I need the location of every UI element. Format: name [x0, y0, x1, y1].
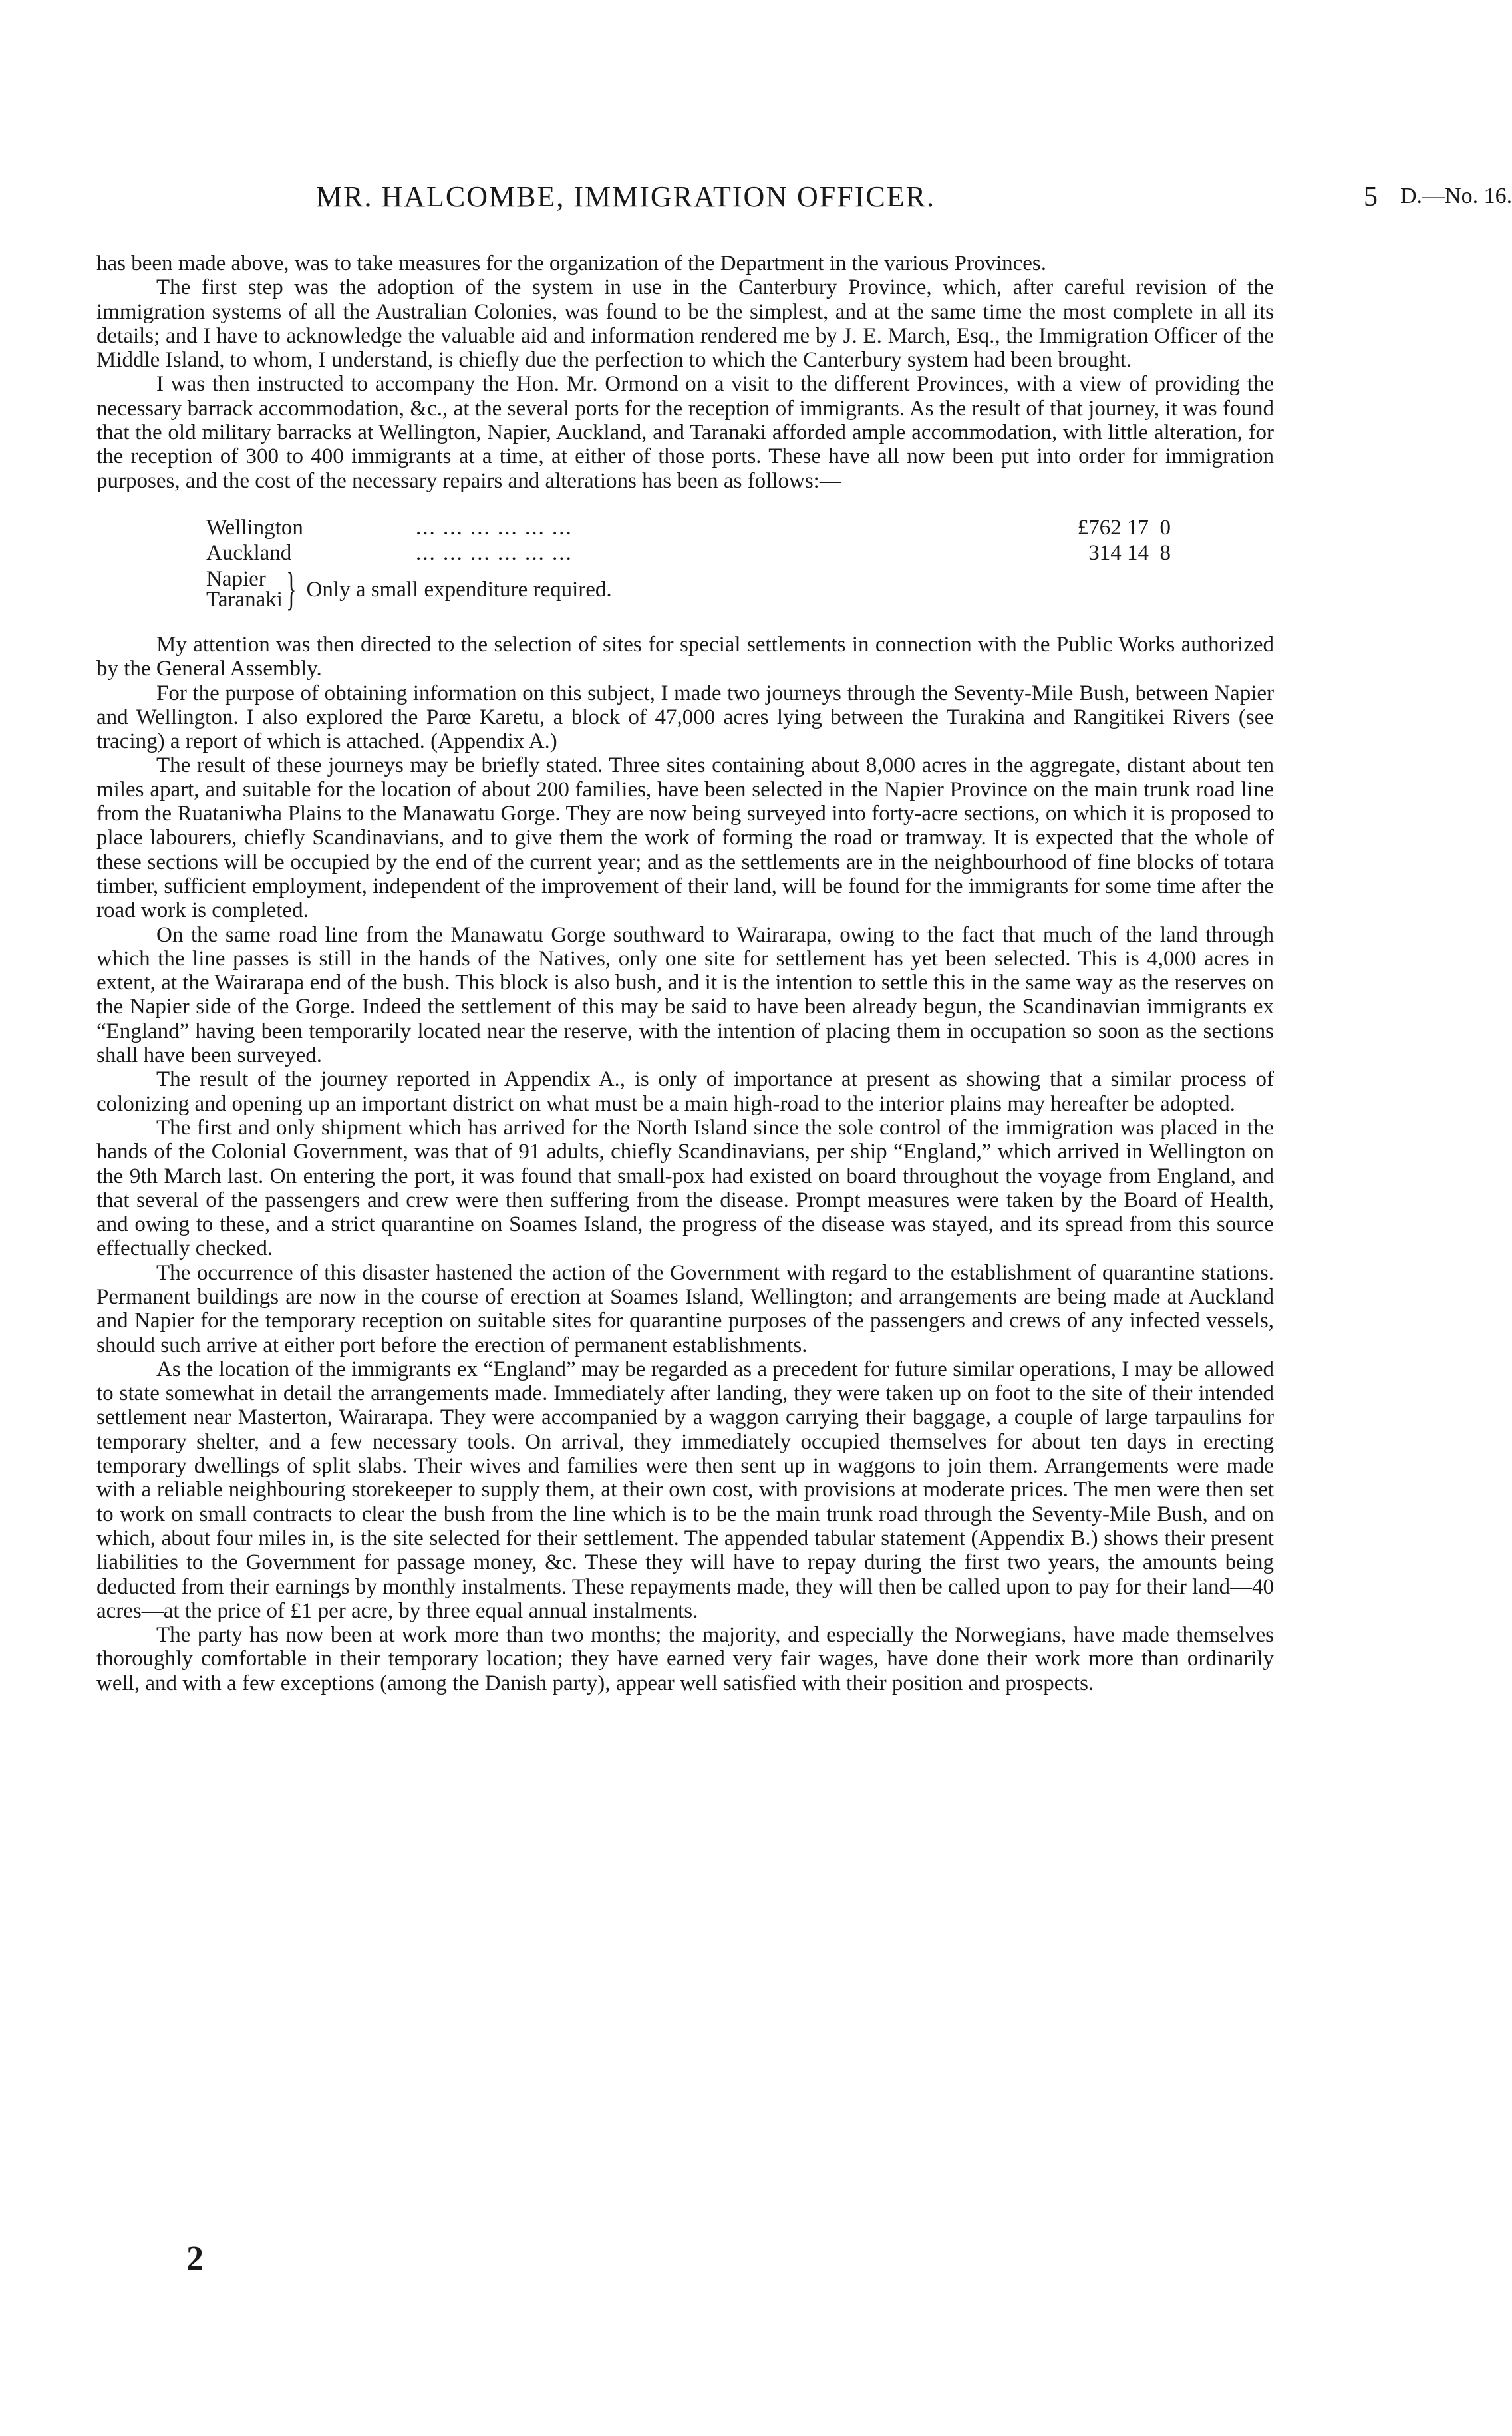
- paragraph: I was then instructed to accompany the Hon. Mr. Ormond on a visit to the different Provinces, with a view of providing the necessary barrack accommodation, &c., at the several ports for the reception of immigrants. As the result of that journey, it was found that the old military barracks at Wellington, Napier, Auckland, and Taranaki afforded ample accommodation, with little alteration, for the reception of 300 to 400 immigrants at a time, at either of those ports. These have all now been put into order for immigration purposes, and the cost of the necessary repairs and alterations has been as follows:—: [96, 372, 1274, 493]
- paragraph: The first and only shipment which has arrived for the North Island since the sole control of the immigration was placed in the hands of the Colonial Government, was that of 91 adults, chiefly Scandinavians, per ship “England,” which arrived in Wellington on the 9th March last. On entering the port, it was found that small-pox had existed on board throughout the voyage from England, and that several of the passengers and crew were then suffering from the disease. Prompt measures were taken by the Board of Health, and owing to these, and a strict quarantine on Soames Island, the progress of the disease was stayed, and its spread from this source effectually checked.: [96, 1115, 1274, 1261]
- cost-place: Wellington: [206, 515, 303, 540]
- paragraph: For the purpose of obtaining information on this subject, I made two journeys through the Seventy-Mile Bush, between Napier and Wellington. I also explored the Parœ Karetu, a block of 47,000 acres lying between the Turakina and Rangitikei Rivers (see tracing) a report of which is attached. (Appendix A.): [96, 681, 1274, 754]
- paragraph: The result of the journey reported in Appendix A., is only of importance at present as showing that a similar process of colonizing and opening up an important district on what must be a main high-road to the interior plains may hereafter be adopted.: [96, 1067, 1274, 1116]
- paragraph: The occurrence of this disaster hastened the action of the Government with regard to the establishment of quarantine stations. Permanent buildings are now in the course of erection at Soames Island, Wellington; and arrangements are being made at Auckland and Napier for the temporary reception on suitable sites for quarantine purposes of the passengers and crews of any infected vessels, should such arrive at either port before the erection of permanent establishments.: [96, 1260, 1274, 1357]
- paragraph: My attention was then directed to the selection of sites for special settlements in connection with the Public Works authorized by the General Assembly.: [96, 632, 1274, 681]
- cost-place: Taranaki: [206, 587, 283, 611]
- signature-mark: 2: [186, 2240, 204, 2278]
- brace-group: [206, 563, 1244, 615]
- cost-amount: 314 14 8: [1088, 540, 1171, 565]
- dot-leader: ... ... ... ... ... ...: [416, 515, 573, 540]
- cost-place: Napier: [206, 566, 266, 591]
- brace-symbol: }: [286, 563, 297, 615]
- brace-places: [206, 566, 283, 611]
- cost-row: [206, 541, 1244, 566]
- dot-leader: ... ... ... ... ... ...: [416, 540, 573, 565]
- cost-amount: £762 17 0: [1077, 515, 1171, 540]
- paragraph: The result of these journeys may be briefly stated. Three sites containing about 8,000 acres in the aggregate, distant about ten miles apart, and suitable for the location of about 200 families, have been selected in the Napier Province on the main trunk road line from the Ruataniwha Plains to the Manawatu Gorge. They are now being surveyed into forty-acre sections, on which it is proposed to place labourers, chiefly Scandinavians, and to give them the work of forming the road or tramway. It is expected that the whole of these sections will be occupied by the end of the current year; and as the settlements are in the neighbourhood of fine blocks of totara timber, sufficient employment, independent of the improvement of their land, will be found for the immigrants for some time after the road work is completed.: [96, 753, 1274, 923]
- paragraph: As the location of the immigrants ex “England” may be regarded as a precedent for future similar operations, I may be allowed to state somewhat in detail the arrangements made. Immediately after landing, they were taken up on foot to the site of their intended settlement near Masterton, Wairarapa. They were accompanied by a waggon carrying their baggage, a couple of large tarpaulins for temporary shelter, and a few necessary tools. On arrival, they immediately occupied themselves for about ten days in erecting temporary dwellings of split slabs. Their wives and families were then sent up in waggons to join them. Arrangements were made with a reliable neighbouring storekeeper to supply them, at their own cost, with provisions at moderate prices. The men were then set to work on small contracts to clear the bush from the line which is to be the main trunk road through the Seventy-Mile Bush, and on which, about four miles in, is the site selected for their settlement. The appended tabular statement (Appendix B.) shows their present liabilities to the Government for passage money, &c. These they will have to repay during the first two years, the amounts being deducted from their earnings by monthly instalments. These repayments made, they will then be called upon to pay for their land—40 acres—at the price of £1 per acre, by three equal annual instalments.: [96, 1357, 1274, 1623]
- page-number: 5: [1364, 182, 1378, 212]
- body-text: [96, 252, 1274, 1695]
- paragraph: The party has now been at work more than two months; the majority, and especially the Norwegians, have made themselves thoroughly comfortable in their temporary location; they have earned very fair wages, have done their work more than ordinarily well, and with a few exceptions (among the Danish party), appear well satisfied with their position and prospects.: [96, 1623, 1274, 1695]
- cost-table: [206, 515, 1244, 615]
- page-header: [96, 180, 1512, 226]
- cost-place: Auckland: [206, 540, 292, 565]
- paragraph: has been made above, was to take measures for the organization of the Department in the various Provinces.: [96, 252, 1047, 275]
- running-title: MR. HALCOMBE, IMMIGRATION OFFICER.: [316, 180, 935, 213]
- brace-note: Only a small expenditure required.: [306, 577, 612, 602]
- paragraph: The first step was the adoption of the system in use in the Canterbury Province, which, after careful revision of the immigration systems of all the Australian Colonies, was found to be the simplest, and at the same time the most complete in all its details; and I have to acknowledge the valuable aid and information rendered me by J. E. March, Esq., the Immigration Officer of the Middle Island, to whom, I understand, is chiefly due the perfection to which the Canterbury system had been brought.: [96, 275, 1274, 373]
- cost-row: [206, 516, 1244, 541]
- document-reference: D.—No. 16.: [1400, 184, 1512, 208]
- paragraph: On the same road line from the Manawatu Gorge southward to Wairarapa, owing to the fact that much of the land through which the line passes is still in the hands of the Natives, only one site for settlement has yet been selected. This is 4,000 acres in extent, at the Wairarapa end of the bush. This block is also bush, and it is the intention to settle this in the same way as the reserves on the Napier side of the Gorge. Indeed the settlement of this may be said to have been already begun, the Scandinavian immigrants ex “England” having been temporarily located near the reserve, with the intention of placing them in occupation so soon as the sections shall have been surveyed.: [96, 922, 1274, 1068]
